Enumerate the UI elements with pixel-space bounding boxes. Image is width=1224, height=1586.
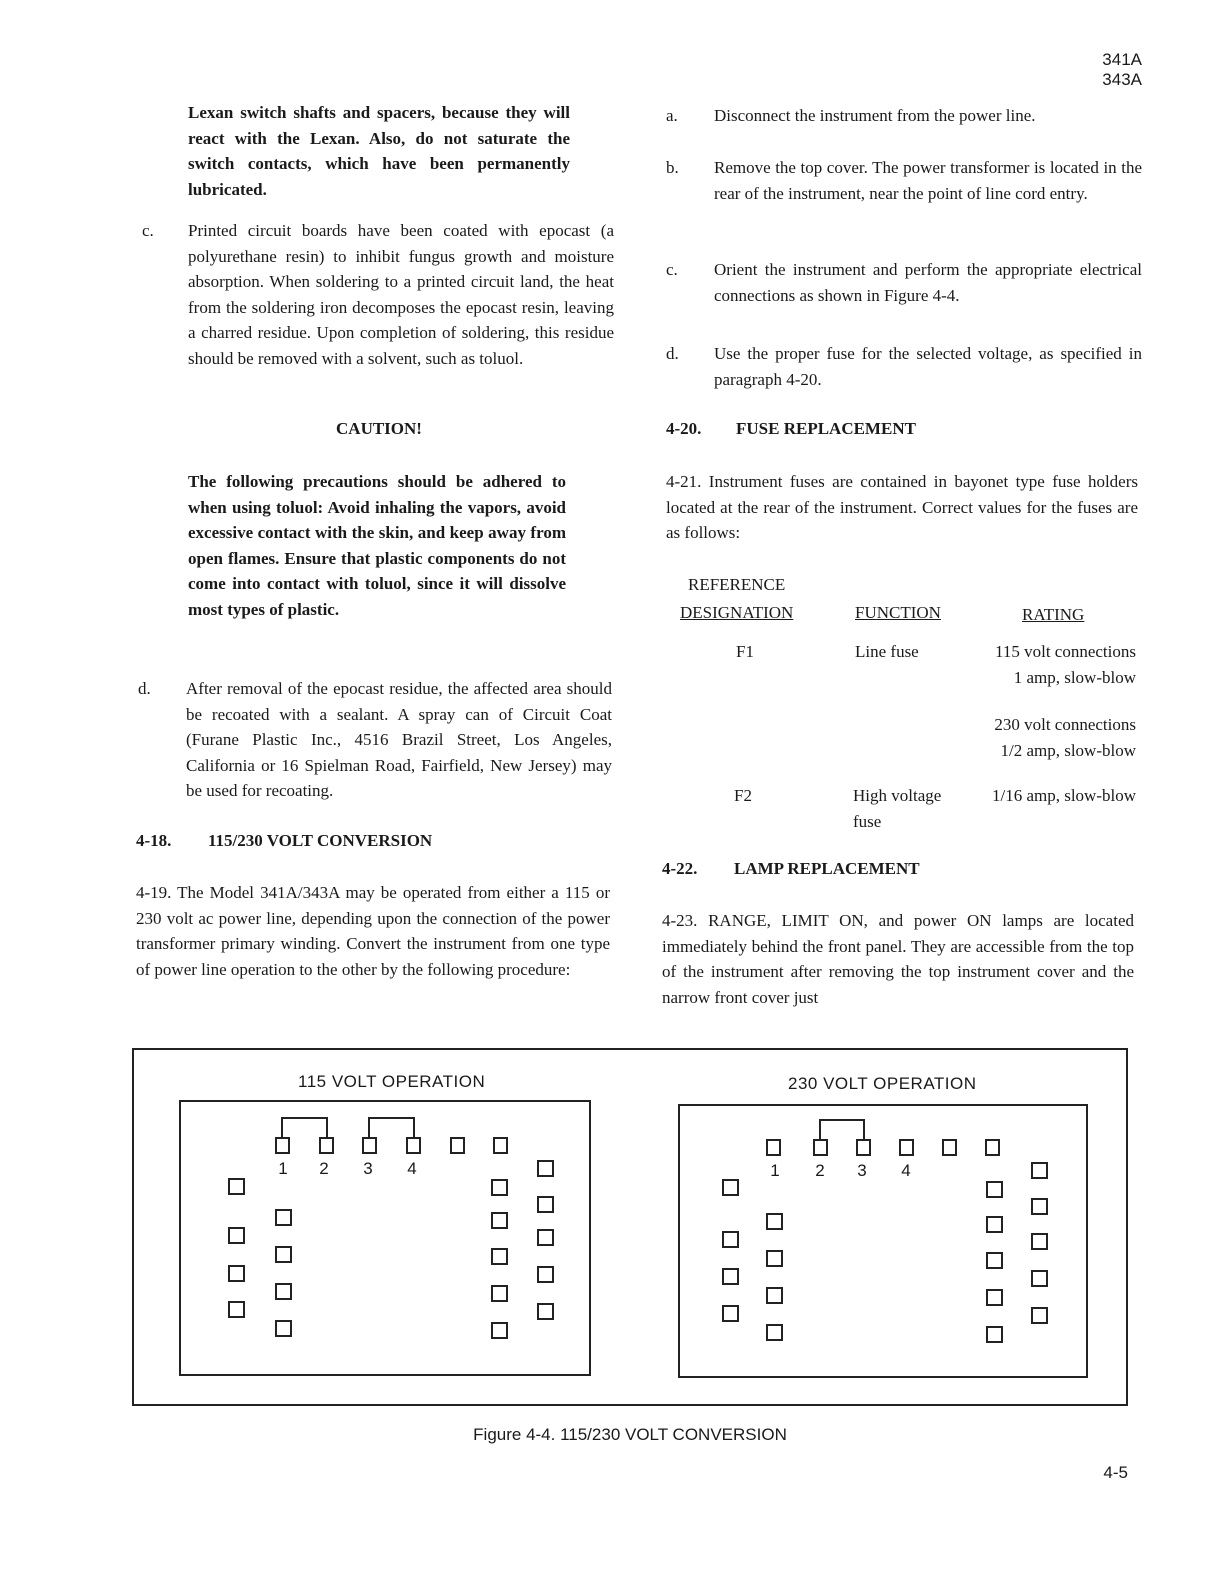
item-c-label: c. (142, 221, 154, 240)
terminal-block-230-diagram (680, 1106, 1086, 1376)
terminal-2 (320, 1138, 333, 1153)
table-row-f1-function: Line fuse (855, 642, 919, 661)
terminal-right-4 (1032, 1271, 1047, 1286)
caution-text: The following precautions should be adhered to when using toluol: Avoid inhaling the vapors, avoid excessive contact with the skin, and keep away from open flames. Ensure that plastic components do not come into contact with toluol, since it will dissolve most types of plastic. (188, 472, 566, 619)
section-4-22-title: LAMP REPLACEMENT (734, 859, 920, 878)
terminal-label-4: 4 (901, 1161, 911, 1180)
panel-230-title: 230 VOLT OPERATION (788, 1074, 977, 1093)
terminal-left-2 (723, 1232, 738, 1247)
paragraph-4-21-text: 4-21. Instrument fuses are contained in bayonet type fuse holders located at the rear of the instrument. Correct values for the fuses are as follows: (666, 472, 1138, 542)
terminal-left-2 (229, 1228, 244, 1243)
terminal-4 (407, 1138, 420, 1153)
item-d (138, 676, 612, 806)
step-d-label: d. (666, 344, 679, 363)
rating-115-amps: 1 amp, slow-blow (1013, 667, 1136, 687)
page-number: 4-5 (1103, 1463, 1128, 1482)
paragraph-4-19 (136, 880, 610, 982)
step-c-text: Orient the instrument and perform the appropriate electrical connections as shown in Figure 4-4. (714, 260, 1142, 305)
terminal-inner-right-2 (987, 1217, 1002, 1232)
item-c-text: Printed circuit boards have been coated with epocast (a polyurethane resin) to inhibit fungus growth and moisture absorption. When soldering to a printed circuit land, the heat from the soldering iron decomposes the epocast resin, leaving a charred residue. Upon completion of soldering, this residue should be removed with a solvent, such as toluol. (188, 221, 614, 368)
table-row-f2-function (853, 783, 941, 834)
continued-paragraph (188, 100, 570, 202)
terminal-inner-right-4 (492, 1286, 507, 1301)
f2-function-line1: High voltage (853, 786, 942, 805)
page-header-model (1102, 50, 1142, 90)
terminal-6 (986, 1140, 999, 1155)
terminal-right-1 (1032, 1163, 1047, 1178)
section-4-18-title: 115/230 VOLT CONVERSION (208, 831, 433, 850)
terminal-right-5 (538, 1304, 553, 1319)
model-line-1: 341A (1102, 50, 1142, 69)
terminal-left-4 (229, 1302, 244, 1317)
terminal-left-1 (723, 1180, 738, 1195)
step-b-text: Remove the top cover. The power transformer is located in the rear of the instrument, near the point of line cord entry. (714, 158, 1142, 203)
terminal-inner-right-1 (492, 1180, 507, 1195)
step-a-label: a. (666, 106, 678, 125)
section-4-22-number: 4-22. (662, 859, 698, 878)
rating-230-amps: 1/2 amp, slow-blow (1000, 740, 1136, 760)
caution-box (188, 469, 566, 622)
section-4-20-number: 4-20. (666, 419, 702, 438)
step-d-text: Use the proper fuse for the selected voltage, as specified in paragraph 4-20. (714, 344, 1142, 389)
section-4-22-heading (662, 859, 920, 879)
paragraph-4-21 (666, 469, 1138, 546)
terminal-inner-left-1 (767, 1214, 782, 1229)
paragraph-4-23 (662, 908, 1134, 1010)
terminal-5 (451, 1138, 464, 1153)
panel-115-volt (179, 1100, 591, 1376)
terminal-inner-left-1 (276, 1210, 291, 1225)
terminal-left-3 (723, 1269, 738, 1284)
terminal-1 (767, 1140, 780, 1155)
model-line-2: 343A (1102, 70, 1142, 89)
section-4-18-heading (136, 831, 432, 851)
terminal-right-2 (1032, 1199, 1047, 1214)
table-row-f1-ref: F1 (736, 642, 754, 661)
terminal-left-3 (229, 1266, 244, 1281)
terminal-inner-left-4 (276, 1321, 291, 1336)
paragraph-4-23-text: 4-23. RANGE, LIMIT ON, and power ON lamps are located immediately behind the front panel. They are accessible from the top of the instrument after removing the top instrument cover and the narrow front cover just (662, 911, 1134, 1007)
terminal-left-1 (229, 1179, 244, 1194)
terminal-label-4: 4 (407, 1159, 417, 1178)
step-a-text: Disconnect the instrument from the power line. (714, 106, 1036, 125)
item-d-text: After removal of the epocast residue, the affected area should be recoated with a sealant. A spray can of Circuit Coat (Furane Plastic Inc., 4516 Brazil Street, Los Angeles, California or 16 Spielman Road, Fairfield, New Jersey) may be used for recoating. (186, 679, 612, 800)
terminal-label-1: 1 (770, 1161, 780, 1180)
terminal-3 (363, 1138, 376, 1153)
terminal-right-3 (538, 1230, 553, 1245)
caution-title: CAUTION! (336, 419, 422, 438)
terminal-inner-right-1 (987, 1182, 1002, 1197)
item-d-label: d. (138, 679, 151, 698)
figure-caption: Figure 4-4. 115/230 VOLT CONVERSION (473, 1425, 787, 1444)
terminal-left-4 (723, 1306, 738, 1321)
terminal-inner-left-2 (276, 1247, 291, 1262)
terminal-right-1 (538, 1161, 553, 1176)
section-4-20-title: FUSE REPLACEMENT (736, 419, 916, 438)
step-c (666, 257, 1142, 312)
rating-230-connections: 230 volt connections (994, 715, 1136, 734)
section-4-18-number: 4-18. (136, 831, 172, 850)
jumper-1-2 (282, 1118, 327, 1138)
terminal-inner-right-3 (492, 1249, 507, 1264)
terminal-inner-right-2 (492, 1213, 507, 1228)
terminal-label-3: 3 (857, 1161, 867, 1180)
item-c (142, 218, 614, 398)
step-d (666, 341, 1142, 396)
f2-function-line2: fuse (853, 811, 882, 831)
terminal-right-4 (538, 1267, 553, 1282)
table-header-reference: REFERENCE (688, 575, 786, 594)
terminal-5 (943, 1140, 956, 1155)
terminal-inner-left-4 (767, 1325, 782, 1340)
terminal-label-1: 1 (278, 1159, 288, 1178)
terminal-label-2: 2 (815, 1161, 825, 1180)
table-row-f1-rating (950, 639, 1136, 763)
panel-115-title: 115 VOLT OPERATION (298, 1072, 486, 1091)
table-row-f2-ref: F2 (734, 786, 752, 805)
table-header-rating: RATING (1022, 605, 1085, 624)
terminal-2 (814, 1140, 827, 1155)
rating-spacer (950, 690, 1136, 712)
terminal-block-115-diagram (181, 1102, 589, 1374)
terminal-1 (276, 1138, 289, 1153)
continued-paragraph-text: Lexan switch shafts and spacers, because they will react with the Lexan. Also, do not saturate the switch contacts, which have been permanently lubricated. (188, 103, 570, 199)
step-a (666, 103, 1142, 133)
step-c-label: c. (666, 260, 678, 279)
table-header-function: FUNCTION (855, 603, 941, 622)
terminal-3 (857, 1140, 870, 1155)
terminal-inner-right-3 (987, 1253, 1002, 1268)
terminal-inner-left-2 (767, 1251, 782, 1266)
panel-230-volt (678, 1104, 1088, 1378)
rating-115-connections: 115 volt connections (994, 642, 1136, 661)
jumper-3-4 (369, 1118, 414, 1138)
terminal-4 (900, 1140, 913, 1155)
terminal-inner-right-5 (987, 1327, 1002, 1342)
terminal-inner-right-5 (492, 1323, 507, 1338)
terminal-right-5 (1032, 1308, 1047, 1323)
step-b-label: b. (666, 158, 679, 177)
terminal-6 (494, 1138, 507, 1153)
table-row-f2-rating: 1/16 amp, slow-blow (991, 786, 1136, 805)
terminal-inner-right-4 (987, 1290, 1002, 1305)
terminal-right-2 (538, 1197, 553, 1212)
terminal-inner-left-3 (276, 1284, 291, 1299)
section-4-20-heading (666, 419, 916, 439)
paragraph-4-19-text: 4-19. The Model 341A/343A may be operated from either a 115 or 230 volt ac power line, depending upon the connection of the power transformer primary winding. Convert the instrument from one type of power line operation to the other by the following procedure: (136, 883, 610, 979)
step-b (666, 155, 1142, 235)
terminal-label-3: 3 (363, 1159, 373, 1178)
terminal-label-2: 2 (319, 1159, 329, 1178)
terminal-right-3 (1032, 1234, 1047, 1249)
jumper-2-3 (820, 1120, 864, 1140)
terminal-inner-left-3 (767, 1288, 782, 1303)
table-header-designation: DESIGNATION (680, 603, 794, 622)
